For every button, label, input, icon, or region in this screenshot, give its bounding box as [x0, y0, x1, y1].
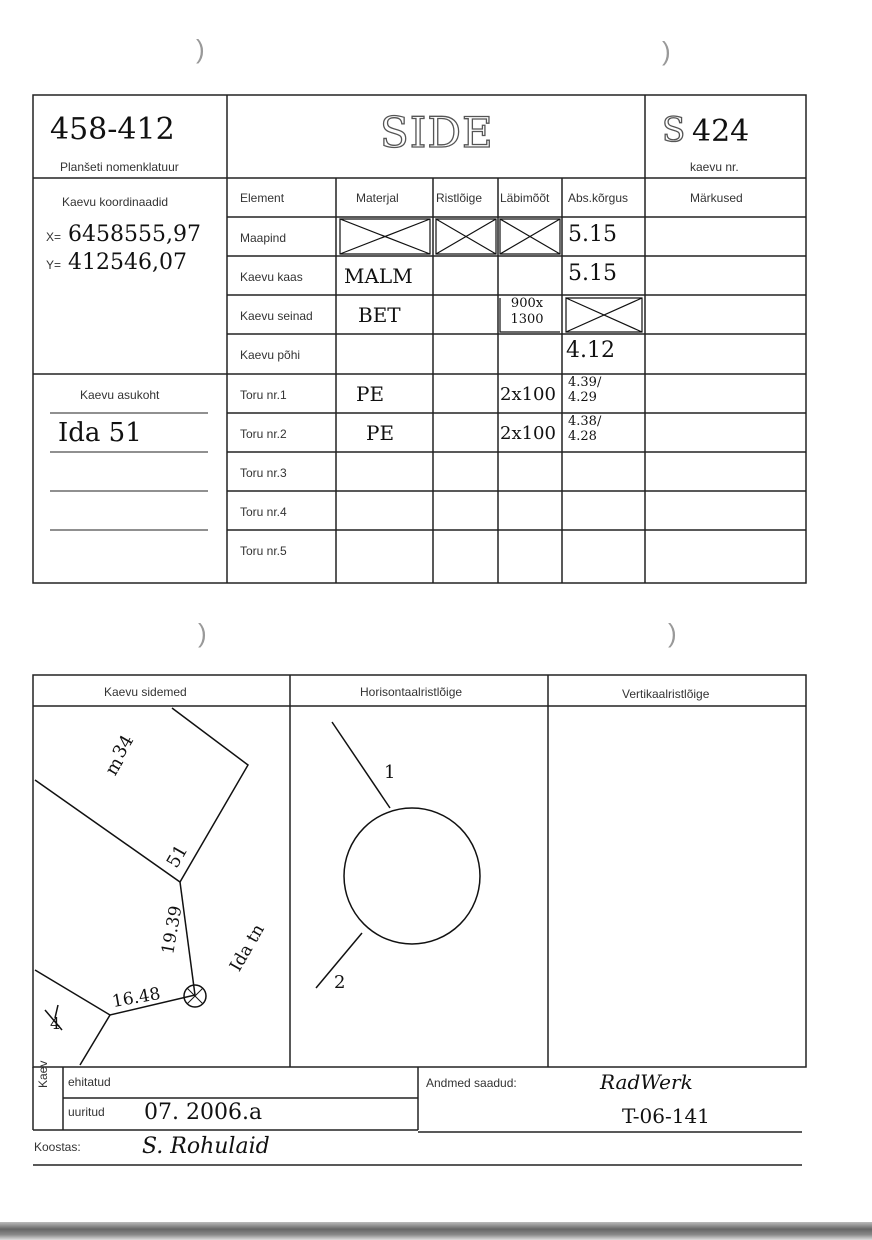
- x-label: X=: [46, 230, 62, 244]
- row-element: Kaevu põhi: [240, 348, 301, 362]
- well-number-label: kaevu nr.: [690, 160, 739, 174]
- col-title-vertical: Vertikaalristlõige: [622, 687, 710, 701]
- row-materjal: PE: [356, 382, 385, 406]
- coordinates-label: Kaevu koordinaadid: [62, 195, 169, 209]
- sketch-label-pipe2: 2: [334, 972, 346, 993]
- sketch-label-1939: 19.39: [158, 904, 187, 956]
- well-number-value: 424: [692, 114, 750, 149]
- x-value: 6458555,97: [68, 222, 201, 247]
- col-title-connections: Kaevu sidemed: [104, 685, 187, 699]
- nomenclature-value: 458-412: [50, 112, 175, 147]
- row-labimoot: 2x100: [500, 384, 556, 405]
- col-header-labimoot: Läbimõõt: [500, 191, 550, 205]
- nomenclature-label: Planšeti nomenklatuur: [60, 160, 179, 174]
- row-materjal: MALM: [344, 264, 413, 288]
- sketch-label-34: 34: [108, 731, 139, 762]
- form-title: SIDE: [380, 108, 494, 157]
- row-abs: 5.15: [568, 261, 617, 286]
- sketch-label-arrow: 4: [50, 1014, 61, 1033]
- sketch-label-51: 51: [162, 841, 193, 872]
- punch-mark: ): [668, 618, 677, 648]
- location-label: Kaevu asukoht: [80, 388, 160, 402]
- y-label: Y=: [46, 258, 62, 272]
- col-header-materjal: Materjal: [356, 191, 399, 205]
- col-title-horizontal: Horisontaalristlõige: [360, 685, 463, 699]
- row-abs: 5.15: [568, 222, 617, 247]
- sketch-label-street: Ida tn: [226, 920, 269, 976]
- row-element: Toru nr.2: [240, 427, 287, 441]
- data-from-value: RadWerk: [600, 1070, 693, 1094]
- punch-mark: ): [196, 34, 205, 64]
- punch-mark: ): [198, 618, 207, 648]
- row-materjal: PE: [366, 421, 395, 445]
- sketch-label-m: m: [101, 753, 128, 780]
- col-header-markused: Märkused: [690, 191, 743, 205]
- surveyed-label: uuritud: [68, 1105, 105, 1119]
- row-element: Maapind: [240, 231, 287, 245]
- col-header-abs: Abs.kõrgus: [568, 191, 629, 205]
- compiled-value: S. Rohulaid: [142, 1134, 270, 1159]
- compiled-label: Koostas:: [34, 1140, 81, 1154]
- row-materjal: BET: [358, 303, 401, 327]
- col-header-ristloige: Ristlõige: [436, 191, 483, 205]
- row-labimoot: 900x 1300: [510, 296, 544, 327]
- well-number-prefix: S: [662, 110, 686, 150]
- row-abs: 4.38/ 4.28: [568, 414, 602, 444]
- sketch-connections: [35, 708, 248, 1065]
- row-abs: 4.12: [566, 338, 615, 363]
- data-from-ref: T-06-141: [622, 1104, 710, 1128]
- row-element: Toru nr.5: [240, 544, 287, 558]
- row-element: Toru nr.1: [240, 388, 287, 402]
- row-labimoot: 2x100: [500, 423, 556, 444]
- scan-band: [0, 1222, 872, 1240]
- col-header-element: Element: [240, 191, 285, 205]
- sketch-label-1648: 16.48: [110, 983, 163, 1013]
- surveyed-value: 07. 2006.a: [144, 1100, 263, 1125]
- row-abs: 4.39/ 4.29: [568, 375, 602, 405]
- row-element: Kaevu kaas: [240, 270, 303, 284]
- y-value: 412546,07: [68, 250, 187, 275]
- row-element: Kaevu seinad: [240, 309, 313, 323]
- row-element: Toru nr.4: [240, 505, 287, 519]
- sketch-label-pipe1: 1: [384, 762, 396, 783]
- horizontal-section: [316, 722, 480, 988]
- location-value: Ida 51: [58, 418, 142, 448]
- row-element: Toru nr.3: [240, 466, 287, 480]
- side-label: Kaev: [36, 1060, 50, 1088]
- punch-mark: ): [662, 36, 671, 66]
- data-from-label: Andmed saadud:: [426, 1076, 517, 1090]
- built-label: ehitatud: [68, 1075, 111, 1089]
